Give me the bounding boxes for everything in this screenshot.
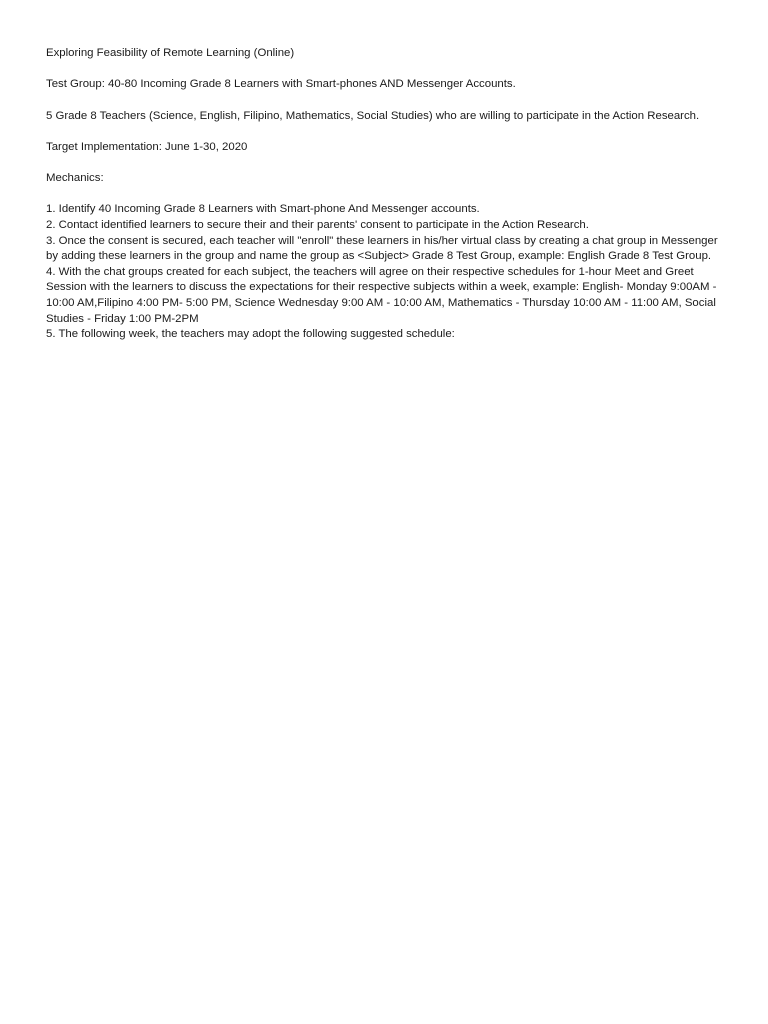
mechanics-item: 2. Contact identified learners to secure their and their parents' consent to participate in the Action Research. (46, 219, 589, 231)
mechanics-item: 1. Identify 40 Incoming Grade 8 Learners with Smart-phone And Messenger accounts. (46, 203, 480, 216)
mechanics-item: 5. The following week, the teachers may adopt the following suggested schedule: (46, 328, 455, 341)
mechanics-heading: Mechanics: (46, 172, 104, 185)
teachers-paragraph: 5 Grade 8 Teachers (Science, English, Filipino, Mathematics, Social Studies) who are willing to participate in the Action Research. (46, 109, 700, 122)
mechanics-item: 4. With the chat groups created for each subject, the teachers will agree on their respective schedules for 1-hour Meet and Greet Session with the learners to discuss the expectations for their respective subjects within a week, example: English- Monday 9:00AM - 10:00 AM,Filipino 4:00 PM- 5:00 PM, Science Wednesday 9:00 AM - 10:00 AM, Mathematics - Thursday 10:00 AM - 11:00 AM, Social Studies - Friday 1:00 PM-2PM (46, 265, 717, 325)
mechanics-item: 3. Once the consent is secured, each teacher will "enroll" these learners in his/her virtual class by creating a chat group in Messenger by adding these learners in the group and name the group as <Subject> Grade 8 Test Group, example: English Grade 8 Test Group. (46, 234, 718, 263)
mechanics-list (46, 202, 722, 342)
document-title: Exploring Feasibility of Remote Learning (Online) (46, 47, 295, 59)
target-implementation-paragraph: Target Implementation: June 1-30, 2020 (46, 140, 248, 153)
test-group-paragraph: Test Group: 40-80 Incoming Grade 8 Learners with Smart-phones AND Messenger Accounts. (46, 78, 516, 91)
